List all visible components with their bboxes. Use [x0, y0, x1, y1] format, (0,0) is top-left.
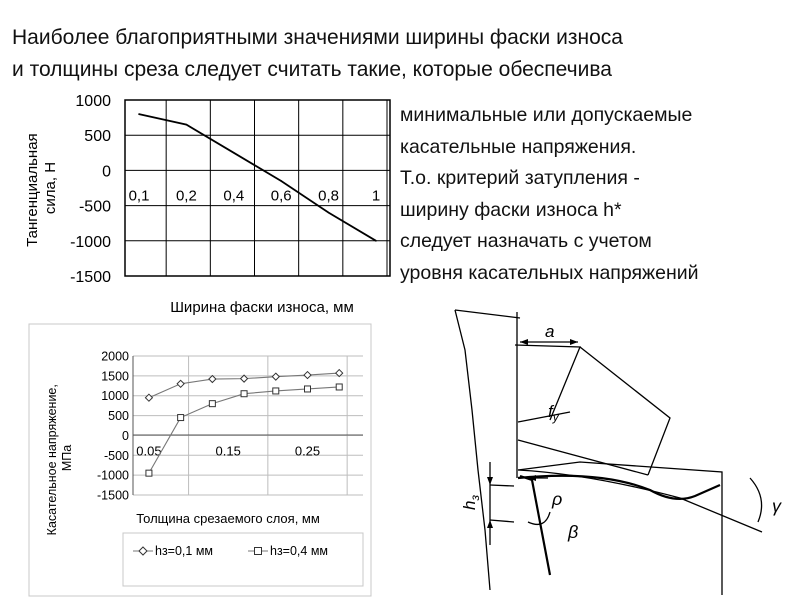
chart1-y-tick-labels	[70, 93, 111, 286]
chart1-x-tick-label: 0,8	[318, 187, 340, 205]
hz-bottom-line	[490, 520, 514, 522]
a-arrow-left	[520, 339, 528, 345]
chart2-gridlines	[133, 356, 363, 495]
chart2-data-point-square	[305, 386, 311, 392]
legend-marker-square	[255, 548, 262, 555]
chart2-y-tick-label: -1500	[97, 488, 129, 503]
legend-marker-diamond	[139, 547, 147, 555]
chart2-data-point-square	[273, 388, 279, 394]
tangential-force-chart	[0, 90, 395, 320]
chart2-y-axis-label	[45, 381, 74, 536]
hz-top-line	[490, 485, 514, 486]
chart1-data-point	[375, 240, 377, 242]
chip-outer-edge	[580, 347, 670, 475]
chart2-data-point-square	[241, 391, 247, 397]
legend-label-h01: hз=0,1 мм	[155, 544, 214, 558]
chart2-y-axis-label-line2: МПа	[60, 444, 74, 472]
chart2-y-axis-label-line1: Касательное напряжение,	[45, 384, 59, 536]
chart2-y-tick-labels	[97, 350, 129, 503]
chart2-data-point-diamond	[272, 373, 279, 380]
hz-arrow-bottom	[487, 520, 493, 528]
explanation-line: уровня касательных напряжений	[400, 261, 699, 284]
label-a: a	[545, 322, 555, 341]
chart1-data-point	[186, 124, 188, 126]
chart1-x-tick-label: 0,6	[270, 187, 292, 205]
shear-stress-chart	[28, 323, 373, 598]
chart1-y-tick-label: 500	[84, 128, 111, 146]
slide-heading	[12, 22, 800, 86]
explanation-line: Т.о. критерий затупления -	[400, 167, 640, 189]
chart1-series	[138, 113, 377, 241]
chart1-x-axis-label: Ширина фаски износа, мм	[170, 299, 354, 316]
chart2-series-line-2	[149, 387, 339, 473]
chart1-y-axis-label-line2: сила, Н	[42, 161, 59, 215]
chart2-y-tick-label: 1000	[101, 389, 129, 404]
chart1-y-tick-label: -500	[78, 198, 111, 216]
explanation-line: ширину фаски износа h*	[400, 198, 622, 221]
chart1-series-line	[139, 114, 376, 241]
chart1-x-tick-label: 0,2	[175, 187, 197, 205]
workpiece-top-edge	[455, 310, 520, 318]
chart2-y-tick-label: -1000	[97, 468, 129, 483]
chart2-legend-box	[123, 533, 363, 586]
label-fy: $f_y$	[548, 402, 559, 424]
chart1-y-tick-label: 0	[102, 163, 111, 181]
chart2-data-point-square	[209, 401, 215, 407]
fy-dimension-line	[518, 412, 570, 422]
chart1-y-tick-label: -1000	[70, 233, 111, 251]
label-beta: β	[568, 522, 579, 542]
explanation-line: следует назначать с учетом	[400, 230, 652, 252]
chart2-data-point-square	[336, 384, 342, 390]
heading-line-1: Наиболее благоприятными значениями ширины фаски износа	[12, 26, 623, 49]
chart1-y-axis-label	[24, 129, 59, 247]
chart2-data-point-diamond	[177, 380, 184, 387]
label-gamma: γ	[772, 496, 781, 516]
chart2-y-tick-label: 500	[108, 409, 129, 424]
chart1-x-tick-label: 0,1	[128, 187, 150, 205]
chart1-x-tick-label: 0,4	[223, 187, 245, 205]
explanation-line: касательные напряжения.	[400, 135, 637, 158]
shear-plane-line	[518, 440, 648, 475]
gamma-arc	[750, 478, 762, 522]
chart2-y-tick-label: -500	[103, 448, 129, 463]
chart1-data-point	[233, 152, 235, 154]
chart2-y-tick-label: 1500	[101, 369, 129, 384]
legend-label-h04: hз=0,4 мм	[270, 544, 329, 558]
chart1-y-tick-label: -1500	[70, 269, 111, 286]
tool-nose-edge	[520, 476, 550, 575]
hz-arrow-top	[487, 477, 493, 485]
tool-wear-diagram	[450, 300, 795, 598]
chart2-data-point-diamond	[304, 372, 311, 379]
chart2-y-tick-label: 2000	[101, 349, 129, 364]
chart2-y-tick-label: 0	[122, 428, 129, 443]
chart2-x-tick-label: 0.25	[294, 443, 321, 459]
chart1-data-point	[280, 180, 282, 182]
chart1-plot-frame	[125, 100, 390, 276]
explanation-line: минимальные или допускаемые	[400, 104, 693, 126]
label-hz: $h_з$	[460, 494, 482, 510]
chart1-y-axis-label-line1: Тангенциальная	[24, 133, 41, 247]
chart2-x-tick-label: 0.15	[215, 443, 241, 459]
explanation-text	[400, 100, 800, 289]
chart2-x-tick-label: 0.05	[136, 443, 162, 459]
label-rho: ρ	[552, 489, 563, 509]
chart2-data-point-square	[178, 415, 184, 421]
heading-line-2: и толщины среза следует считать такие, которые обеспечива	[12, 58, 612, 81]
chart2-series	[145, 370, 342, 477]
chart1-y-tick-label: 1000	[75, 93, 111, 110]
chart2-legend	[123, 533, 363, 586]
chart1-x-tick-label: 1	[371, 187, 381, 205]
chart1-data-point	[138, 113, 140, 115]
a-arrow-right	[570, 339, 578, 345]
chart2-data-point-square	[146, 470, 152, 476]
chart2-data-point-diamond	[209, 376, 216, 383]
chart2-x-tick-labels	[136, 443, 320, 458]
chart1-gridlines	[125, 100, 390, 276]
chart2-x-axis-label: Толщина срезаемого слоя, мм	[136, 511, 320, 526]
tool-flank-wear-curve	[518, 476, 720, 499]
workpiece-edge	[455, 310, 490, 590]
chart1-data-point	[328, 212, 330, 214]
